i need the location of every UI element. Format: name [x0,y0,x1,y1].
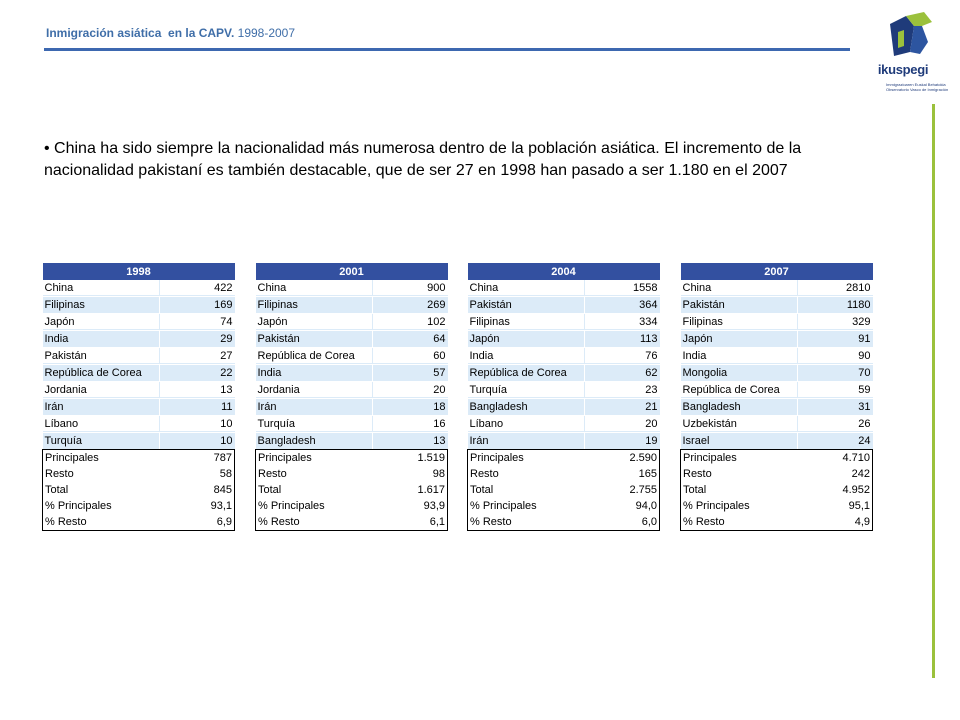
country-value: 10 [159,433,235,450]
country-value: 19 [584,433,660,450]
country-label: Irán [468,433,585,450]
summary-row [43,466,235,482]
country-value: 102 [372,314,448,331]
summary-value: 98 [372,466,448,482]
table-2007 [680,263,873,531]
table-row [256,314,448,331]
country-label: República de Corea [256,348,373,365]
country-value: 91 [797,331,873,348]
summary-value: 6,9 [159,514,235,531]
country-label: Filipinas [43,297,160,314]
summary-label: Principales [43,450,160,467]
summary-row [681,482,873,498]
country-label: Pakistán [681,297,798,314]
table-year-header: 1998 [43,263,235,280]
country-label: Mongolia [681,365,798,382]
country-label: Japón [43,314,160,331]
table-2001 [255,263,448,531]
logo-subtitle-2: Observatorio Vasco de Inmigración [886,87,949,92]
page-title-main: Inmigración asiática en la CAPV. [46,26,238,40]
summary-label: Total [256,482,373,498]
summary-value: 242 [797,466,873,482]
country-label: India [43,331,160,348]
country-label: Bangladesh [256,433,373,450]
country-label: Pakistán [468,297,585,314]
table-row [256,382,448,399]
bullet-text: • China ha sido siempre la nacionalidad más numerosa dentro de la población asiática. El incremento de la nacionalidad pakistaní es también destacable, que de ser 27 en 1998 han pasado a ser 1.180 en el 2007 [44,140,802,179]
country-value: 113 [584,331,660,348]
logo-mark-icon [884,12,940,62]
table-row [681,399,873,416]
table-row [256,416,448,433]
country-label: Pakistán [43,348,160,365]
country-label: India [256,365,373,382]
table-row [256,348,448,365]
country-value: 57 [372,365,448,382]
summary-value: 787 [159,450,235,467]
table-row [256,331,448,348]
country-value: 18 [372,399,448,416]
country-value: 59 [797,382,873,399]
page-title [46,26,295,40]
summary-row [256,482,448,498]
country-label: República de Corea [681,382,798,399]
table-row [468,416,660,433]
summary-value: 165 [584,466,660,482]
table-row [468,399,660,416]
country-label: China [681,280,798,297]
country-value: 11 [159,399,235,416]
table-row [256,297,448,314]
summary-label: Total [681,482,798,498]
country-value: 20 [372,382,448,399]
table-row [468,297,660,314]
country-value: 13 [372,433,448,450]
summary-label: Resto [468,466,585,482]
country-label: Pakistán [256,331,373,348]
table-row [43,297,235,314]
table-row [681,280,873,297]
summary-row [468,498,660,514]
country-value: 31 [797,399,873,416]
country-label: Turquía [256,416,373,433]
country-value: 1180 [797,297,873,314]
table-2004 [467,263,660,531]
country-value: 90 [797,348,873,365]
summary-row [468,450,660,467]
table-row [43,433,235,450]
summary-label: Resto [681,466,798,482]
table-row [681,382,873,399]
summary-label: % Resto [256,514,373,531]
summary-label: % Resto [681,514,798,531]
summary-row [256,498,448,514]
header-divider [44,48,850,51]
country-value: 169 [159,297,235,314]
table-year-header: 2007 [681,263,873,280]
summary-label: Total [468,482,585,498]
summary-label: % Resto [43,514,160,531]
summary-label: % Principales [43,498,160,514]
table-row [256,433,448,450]
summary-value: 95,1 [797,498,873,514]
country-value: 24 [797,433,873,450]
country-value: 76 [584,348,660,365]
table-row [468,280,660,297]
country-label: Irán [256,399,373,416]
table-row [256,365,448,382]
table-row [681,331,873,348]
table-row [468,348,660,365]
summary-value: 4,9 [797,514,873,531]
country-label: Japón [681,331,798,348]
country-label: Líbano [468,416,585,433]
summary-value: 93,9 [372,498,448,514]
summary-label: Principales [681,450,798,467]
summary-value: 4.710 [797,450,873,467]
table-row [43,331,235,348]
country-value: 64 [372,331,448,348]
summary-value: 6,0 [584,514,660,531]
table-row [468,433,660,450]
table-row [43,382,235,399]
summary-label: Resto [256,466,373,482]
country-label: Uzbekistán [681,416,798,433]
ikuspegi-logo [870,12,949,98]
summary-label: % Principales [256,498,373,514]
country-label: Bangladesh [468,399,585,416]
table-row [468,365,660,382]
country-label: Filipinas [468,314,585,331]
country-value: 329 [797,314,873,331]
country-label: Filipinas [256,297,373,314]
summary-row [468,482,660,498]
country-value: 1558 [584,280,660,297]
summary-label: Total [43,482,160,498]
summary-label: % Resto [468,514,585,531]
summary-row [681,498,873,514]
summary-row [681,514,873,531]
country-label: Bangladesh [681,399,798,416]
table-row [43,314,235,331]
summary-row [681,466,873,482]
table-row [43,348,235,365]
summary-value: 2.590 [584,450,660,467]
summary-row [468,514,660,531]
country-value: 364 [584,297,660,314]
summary-row [256,450,448,467]
summary-value: 1.617 [372,482,448,498]
country-value: 13 [159,382,235,399]
country-value: 74 [159,314,235,331]
side-divider [932,104,935,678]
table-row [43,280,235,297]
country-label: Irán [43,399,160,416]
logo-subtitle-1: Immigrazioaren Euskal Behatokia [886,82,946,87]
summary-value: 6,1 [372,514,448,531]
country-label: China [43,280,160,297]
table-row [681,348,873,365]
table-row [43,416,235,433]
table-row [681,365,873,382]
summary-row [43,482,235,498]
summary-label: Principales [256,450,373,467]
country-label: Japón [256,314,373,331]
country-value: 20 [584,416,660,433]
country-value: 22 [159,365,235,382]
table-row [681,433,873,450]
table-row [43,399,235,416]
summary-label: % Principales [681,498,798,514]
country-label: Israel [681,433,798,450]
table-row [256,399,448,416]
country-label: Jordania [43,382,160,399]
country-value: 26 [797,416,873,433]
summary-value: 94,0 [584,498,660,514]
country-value: 900 [372,280,448,297]
country-value: 334 [584,314,660,331]
summary-label: Resto [43,466,160,482]
country-label: India [681,348,798,365]
table-row [681,416,873,433]
country-label: Japón [468,331,585,348]
page-title-years: 1998-2007 [237,26,296,40]
table-year-header: 2004 [468,263,660,280]
country-label: República de Corea [43,365,160,382]
country-value: 23 [584,382,660,399]
summary-row [43,450,235,467]
summary-value: 845 [159,482,235,498]
summary-value: 58 [159,466,235,482]
table-row [468,314,660,331]
summary-row [468,466,660,482]
summary-value: 93,1 [159,498,235,514]
country-value: 27 [159,348,235,365]
country-label: Líbano [43,416,160,433]
country-value: 62 [584,365,660,382]
summary-label: Principales [468,450,585,467]
summary-row [43,514,235,531]
table-row [256,280,448,297]
country-value: 21 [584,399,660,416]
country-label: China [468,280,585,297]
country-value: 16 [372,416,448,433]
summary-value: 2.755 [584,482,660,498]
table-1998 [42,263,235,531]
country-label: Jordania [256,382,373,399]
country-value: 29 [159,331,235,348]
country-label: Turquía [468,382,585,399]
table-year-header: 2001 [256,263,448,280]
summary-value: 1.519 [372,450,448,467]
country-value: 70 [797,365,873,382]
summary-label: % Principales [468,498,585,514]
table-row [681,297,873,314]
country-value: 60 [372,348,448,365]
country-value: 422 [159,280,235,297]
summary-row [681,450,873,467]
country-label: India [468,348,585,365]
logo-wordmark: ikuspegi [877,62,929,77]
table-row [468,382,660,399]
table-row [468,331,660,348]
table-row [681,314,873,331]
country-value: 2810 [797,280,873,297]
country-label: República de Corea [468,365,585,382]
country-value: 269 [372,297,448,314]
summary-row [43,498,235,514]
country-label: Filipinas [681,314,798,331]
country-label: Turquía [43,433,160,450]
summary-row [256,466,448,482]
summary-row [256,514,448,531]
country-value: 10 [159,416,235,433]
country-label: China [256,280,373,297]
table-row [43,365,235,382]
summary-value: 4.952 [797,482,873,498]
